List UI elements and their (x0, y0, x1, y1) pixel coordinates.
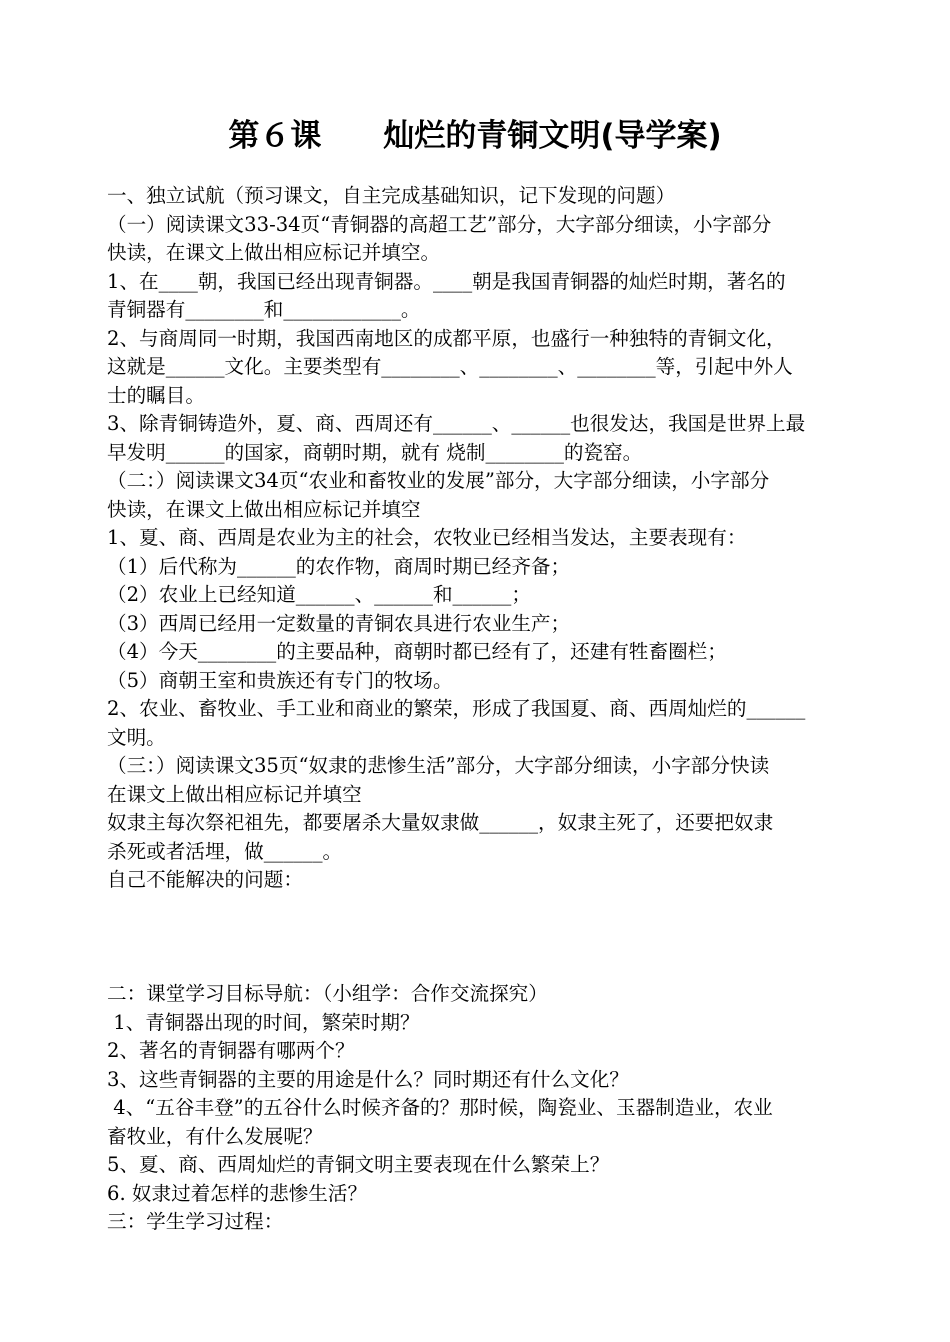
part3-instruction-line-1: （三：）阅读课文35页“奴隶的悲惨生活”部分，大字部分细读，小字部分快读 (107, 754, 770, 777)
part1-q1-line-1: 1、在____朝，我国已经出现青铜器。____朝是我国青铜器的灿烂时期，著名的 (107, 269, 786, 293)
section2-question-4-line-2: 畜牧业，有什么发展呢？ (107, 1124, 323, 1148)
section2-question-6: 6. 奴隶过着怎样的悲惨生活？ (107, 1181, 368, 1205)
part3-text-line-2: 杀死或者活埋，做______。 (107, 839, 343, 863)
section2-heading: 二：课堂学习目标导航：（小组学：合作交流探究） (107, 982, 548, 1005)
section2-question-4-line-1: 4、“五谷丰登”的五谷什么时候齐备的？那时候，陶瓷业、玉器制造业，农业 (107, 1096, 773, 1119)
part2-instruction-line-2: 快读，在课文上做出相应标记并填空 (107, 497, 421, 521)
part2-q1: 1、夏、商、西周是农业为主的社会，农牧业已经相当发达，主要表现有： (107, 526, 747, 549)
part2-q2-line-1: 2、农业、畜牧业、手工业和商业的繁荣，形成了我国夏、商、西周灿烂的______ (107, 697, 806, 720)
section1-heading: 一、独立试航（预习课文，自主完成基础知识，记下发现的问题） (107, 184, 676, 207)
part3-instruction-line-2: 在课文上做出相应标记并填空 (107, 782, 362, 806)
part2-item-5: （5）商朝王室和贵族还有专门的牧场。 (107, 668, 453, 692)
section2-question-5: 5、夏、商、西周灿烂的青铜文明主要表现在什么繁荣上？ (107, 1153, 610, 1176)
part2-item-1: （1）后代称为______的农作物，商周时期已经齐备； (107, 554, 571, 578)
part1-q2-line-3: 士的瞩目。 (107, 383, 205, 407)
section2-question-1: 1、青铜器出现的时间，繁荣时期？ (107, 1010, 420, 1034)
page-title: 第６课 灿烂的青铜文明(导学案) (228, 118, 722, 154)
part2-item-2: （2）农业上已经知道______、______和______； (107, 583, 531, 606)
part1-q2-line-2: 这就是______文化。主要类型有________、________、________等，引起中外人 (107, 355, 793, 378)
blank-space (107, 952, 849, 981)
part2-item-3: （3）西周已经用一定数量的青铜农具进行农业生产； (107, 611, 571, 635)
part2-instruction-line-1: （二：）阅读课文34页“农业和畜牧业的发展”部分，大字部分细读，小字部分 (107, 469, 770, 492)
part2-q2-line-2: 文明。 (107, 725, 166, 749)
part1-instruction-line-2: 快读，在课文上做出相应标记并填空。 (107, 241, 441, 264)
part1-q3-line-1: 3、除青铜铸造外，夏、商、西周还有______、______也很发达，我国是世界上最 (107, 412, 806, 435)
section3-heading: 三：学生学习过程： (107, 1210, 284, 1233)
part1-q1-line-2: 青铜器有________和____________。 (107, 298, 421, 321)
unsolved-questions-label: 自己不能解决的问题： (107, 868, 303, 891)
part1-q3-line-2: 早发明______的国家，商朝时期，就有 烧制________的瓷窑。 (107, 440, 643, 464)
part1-q2-line-1: 2、与商周同一时期，我国西南地区的成都平原，也盛行一种独特的青铜文化， (107, 326, 786, 350)
part3-text-line-1: 奴隶主每次祭祀祖先，都要屠杀大量奴隶做______，奴隶主死了，还要把奴隶 (107, 811, 774, 834)
blank-space (107, 895, 849, 952)
section2-question-2: 2、著名的青铜器有哪两个？ (107, 1039, 355, 1062)
part1-instruction-line-1: （一）阅读课文33-34页“青铜器的高超工艺”部分，大字部分细读，小字部分 (107, 212, 772, 236)
section2-question-3: 3、这些青铜器的主要的用途是什么？同时期还有什么文化？ (107, 1067, 629, 1091)
part2-item-4: （4）今天________的主要品种，商朝时都已经有了，还建有牲畜圈栏； (107, 640, 727, 663)
document-body (107, 182, 849, 1237)
